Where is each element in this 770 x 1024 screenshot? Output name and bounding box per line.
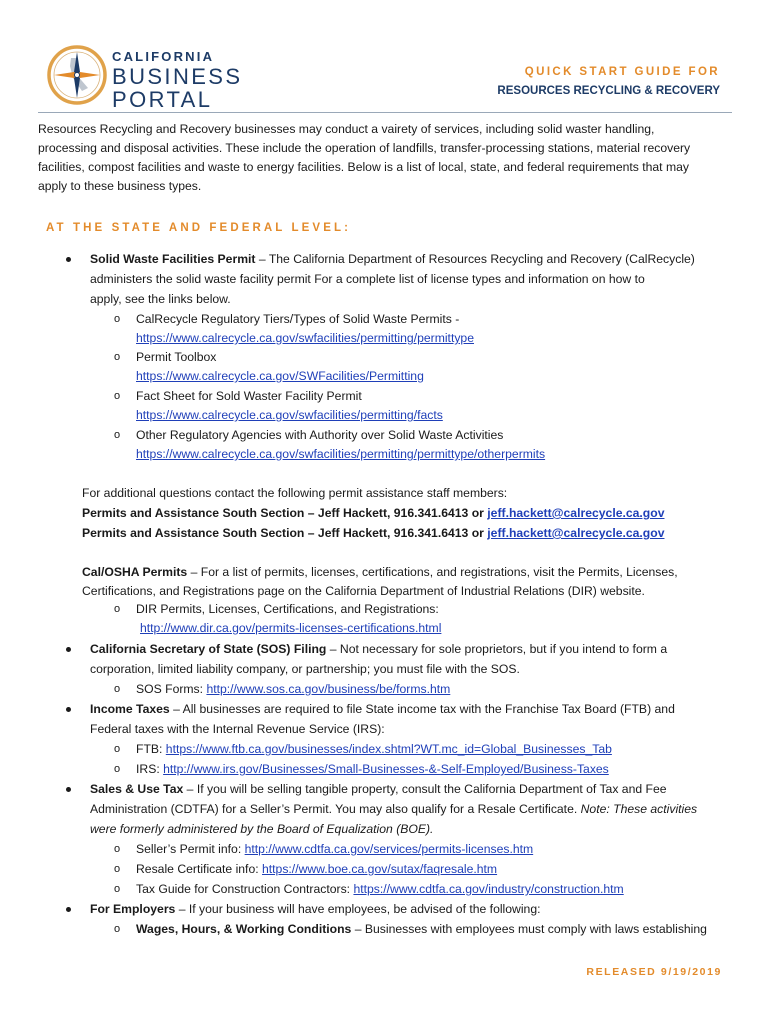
intro-line: facilities, compost facilities and waste to energy facilities. Below is a list of local, state, and federal requirements that may bbox=[38, 160, 689, 174]
logo-text-business: BUSINESS bbox=[112, 64, 243, 89]
sales-line3 bbox=[90, 820, 433, 840]
sub-bullet-marker: o bbox=[114, 883, 121, 895]
link-label: SOS Forms: bbox=[136, 682, 207, 696]
dir-permits-link[interactable]: http://www.dir.ca.gov/permits-licenses-certifications.html bbox=[140, 621, 442, 635]
link-label: Fact Sheet for Sold Waster Facility Permit bbox=[136, 389, 362, 403]
sales-note: Note: These activities bbox=[580, 802, 698, 816]
release-date: RELEASED 9/19/2019 bbox=[586, 966, 722, 978]
employers-text: – If your business will have employees, be advised of the following: bbox=[175, 902, 541, 916]
sales-note: were formerly administered by the Board of Equalization (BOE). bbox=[90, 822, 434, 836]
calrecycle-permittype-link[interactable]: https://www.calrecycle.ca.gov/swfacilities/permitting/permittype bbox=[136, 331, 474, 345]
sos-line1 bbox=[90, 640, 667, 660]
sales-tax-title: Sales & Use Tax bbox=[90, 782, 184, 796]
logo-text-portal: PORTAL bbox=[112, 87, 213, 112]
intro-line: apply to these business types. bbox=[38, 179, 202, 193]
employers-title: For Employers bbox=[90, 902, 176, 916]
link-label: Other Regulatory Agencies with Authority over Solid Waste Activities bbox=[136, 428, 504, 442]
resale-cert-line bbox=[136, 860, 497, 880]
contact-line bbox=[82, 504, 664, 524]
tax-guide-line bbox=[136, 880, 624, 900]
irs-link[interactable]: http://www.irs.gov/Businesses/Small-Businesses-&-Self-Employed/Business-Taxes bbox=[163, 762, 609, 776]
intro-line: processing and disposal activities. These include the operation of landfills, transfer-processing stations, material recovery bbox=[38, 141, 691, 155]
solid-waste-text: – The California Department of Resources Recycling and Recovery (CalRecycle) bbox=[255, 252, 695, 266]
sub-bullet-marker: o bbox=[114, 743, 121, 755]
sos-forms-link[interactable]: http://www.sos.ca.gov/business/be/forms.htm bbox=[206, 682, 451, 696]
sales-text: Administration (CDTFA) for a Seller’s Permit. You may also qualify for a Resale Certificate. bbox=[90, 802, 581, 816]
sub-bullet-marker: o bbox=[114, 603, 121, 615]
other-permits-link[interactable]: https://www.calrecycle.ca.gov/swfacilities/permitting/permittype/otherpermits bbox=[136, 447, 546, 461]
sub-bullet-marker: o bbox=[114, 843, 121, 855]
sellers-permit-link[interactable]: http://www.cdtfa.ca.gov/services/permits-licenses.htm bbox=[244, 842, 534, 856]
calosha-title: Cal/OSHA Permits bbox=[82, 565, 188, 579]
guide-subtitle: RESOURCES RECYCLING & RECOVERY bbox=[497, 85, 720, 97]
link-label: Seller’s Permit info: bbox=[136, 842, 245, 856]
employers-line1 bbox=[90, 900, 541, 920]
income-taxes-title: Income Taxes bbox=[90, 702, 170, 716]
sos-text: – Not necessary for sole proprietors, but if you intend to form a bbox=[326, 642, 668, 656]
link-label: IRS: bbox=[136, 762, 164, 776]
link-label: Permit Toolbox bbox=[136, 350, 217, 364]
sub-bullet-marker: o bbox=[114, 351, 121, 363]
sub-bullet-marker: o bbox=[114, 683, 121, 695]
wages-text: – Businesses with employees must comply with laws establishing bbox=[351, 922, 707, 936]
irs-line bbox=[136, 760, 609, 780]
permit-toolbox-link[interactable]: https://www.calrecycle.ca.gov/SWFacilities/Permitting bbox=[136, 369, 424, 383]
contact-intro: For additional questions contact the following permit assistance staff members: bbox=[82, 486, 508, 500]
solid-waste-line1 bbox=[90, 250, 730, 270]
sub-bullet-marker: o bbox=[114, 313, 121, 325]
link-label: Tax Guide for Construction Contractors: bbox=[136, 882, 354, 896]
link-label: FTB: bbox=[136, 742, 166, 756]
solid-waste-line3: apply, see the links below. bbox=[90, 292, 231, 306]
sub-bullet-marker: o bbox=[114, 763, 121, 775]
contact-line bbox=[82, 524, 664, 544]
fact-sheet-link[interactable]: https://www.calrecycle.ca.gov/swfacilities/permitting/facts bbox=[136, 408, 443, 422]
section-heading: AT THE STATE AND FEDERAL LEVEL: bbox=[46, 222, 352, 234]
wages-line bbox=[136, 920, 707, 940]
sub-bullet-marker: o bbox=[114, 863, 121, 875]
sub-bullet-marker: o bbox=[114, 923, 121, 935]
email-link[interactable]: jeff.hackett@calrecycle.ca.gov bbox=[487, 526, 665, 540]
calosha-text: – For a list of permits, licenses, certifications, and registrations, visit the Permits, Licenses, bbox=[187, 565, 678, 579]
sales-line1 bbox=[90, 780, 667, 800]
income-text: – All businesses are required to file State income tax with the Franchise Tax Board (FTB) and bbox=[169, 702, 675, 716]
solid-waste-title: Solid Waste Facilities Permit bbox=[90, 252, 256, 266]
sub-bullet-marker: o bbox=[114, 390, 121, 402]
sales-text: – If you will be selling tangible property, consult the California Department of Tax and Fee bbox=[183, 782, 667, 796]
guide-title: QUICK START GUIDE FOR bbox=[524, 66, 720, 78]
contact-text: Permits and Assistance South Section – Jeff Hackett, 916.341.6413 or bbox=[82, 506, 488, 520]
intro-paragraph bbox=[38, 120, 728, 196]
sales-line2 bbox=[90, 800, 697, 820]
income-line1 bbox=[90, 700, 675, 720]
intro-line: Resources Recycling and Recovery businesses may conduct a vairety of services, including solid waster handling, bbox=[38, 122, 655, 136]
ftb-line bbox=[136, 740, 612, 760]
sub-bullet-marker: o bbox=[114, 429, 121, 441]
resale-cert-link[interactable]: https://www.boe.ca.gov/sutax/faqresale.htm bbox=[262, 862, 498, 876]
calosha-line1 bbox=[82, 563, 678, 583]
tax-guide-link[interactable]: https://www.cdtfa.ca.gov/industry/construction.htm bbox=[353, 882, 624, 896]
compass-seal-icon bbox=[46, 44, 108, 106]
california-business-portal-logo[interactable] bbox=[46, 44, 246, 110]
email-link[interactable]: jeff.hackett@calrecycle.ca.gov bbox=[487, 506, 665, 520]
income-line2: Federal taxes with the Internal Revenue Service (IRS): bbox=[90, 722, 385, 736]
link-label: CalRecycle Regulatory Tiers/Types of Solid Waste Permits - bbox=[136, 312, 460, 326]
ftb-link[interactable]: https://www.ftb.ca.gov/businesses/index.shtml?WT.mc_id=Global_Businesses_Tab bbox=[165, 742, 612, 756]
logo-text-california: CALIFORNIA bbox=[112, 49, 215, 64]
contact-text: Permits and Assistance South Section – Jeff Hackett, 916.341.6413 or bbox=[82, 526, 488, 540]
header-divider bbox=[38, 112, 732, 113]
sos-forms-line bbox=[136, 680, 450, 700]
calosha-line2: Certifications, and Registrations page on the California Department of Industrial Relations (DIR) website. bbox=[82, 584, 645, 598]
link-label: Resale Certificate info: bbox=[136, 862, 262, 876]
sos-line2: corporation, limited liability company, or partnership; you must file with the SOS. bbox=[90, 662, 520, 676]
sos-title: California Secretary of State (SOS) Filing bbox=[90, 642, 327, 656]
wages-title: Wages, Hours, & Working Conditions bbox=[136, 922, 352, 936]
sellers-permit-line bbox=[136, 840, 533, 860]
solid-waste-line2: administers the solid waste facility permit For a complete list of license types and information on how to bbox=[90, 272, 645, 286]
link-label: DIR Permits, Licenses, Certifications, and Registrations: bbox=[136, 602, 439, 616]
